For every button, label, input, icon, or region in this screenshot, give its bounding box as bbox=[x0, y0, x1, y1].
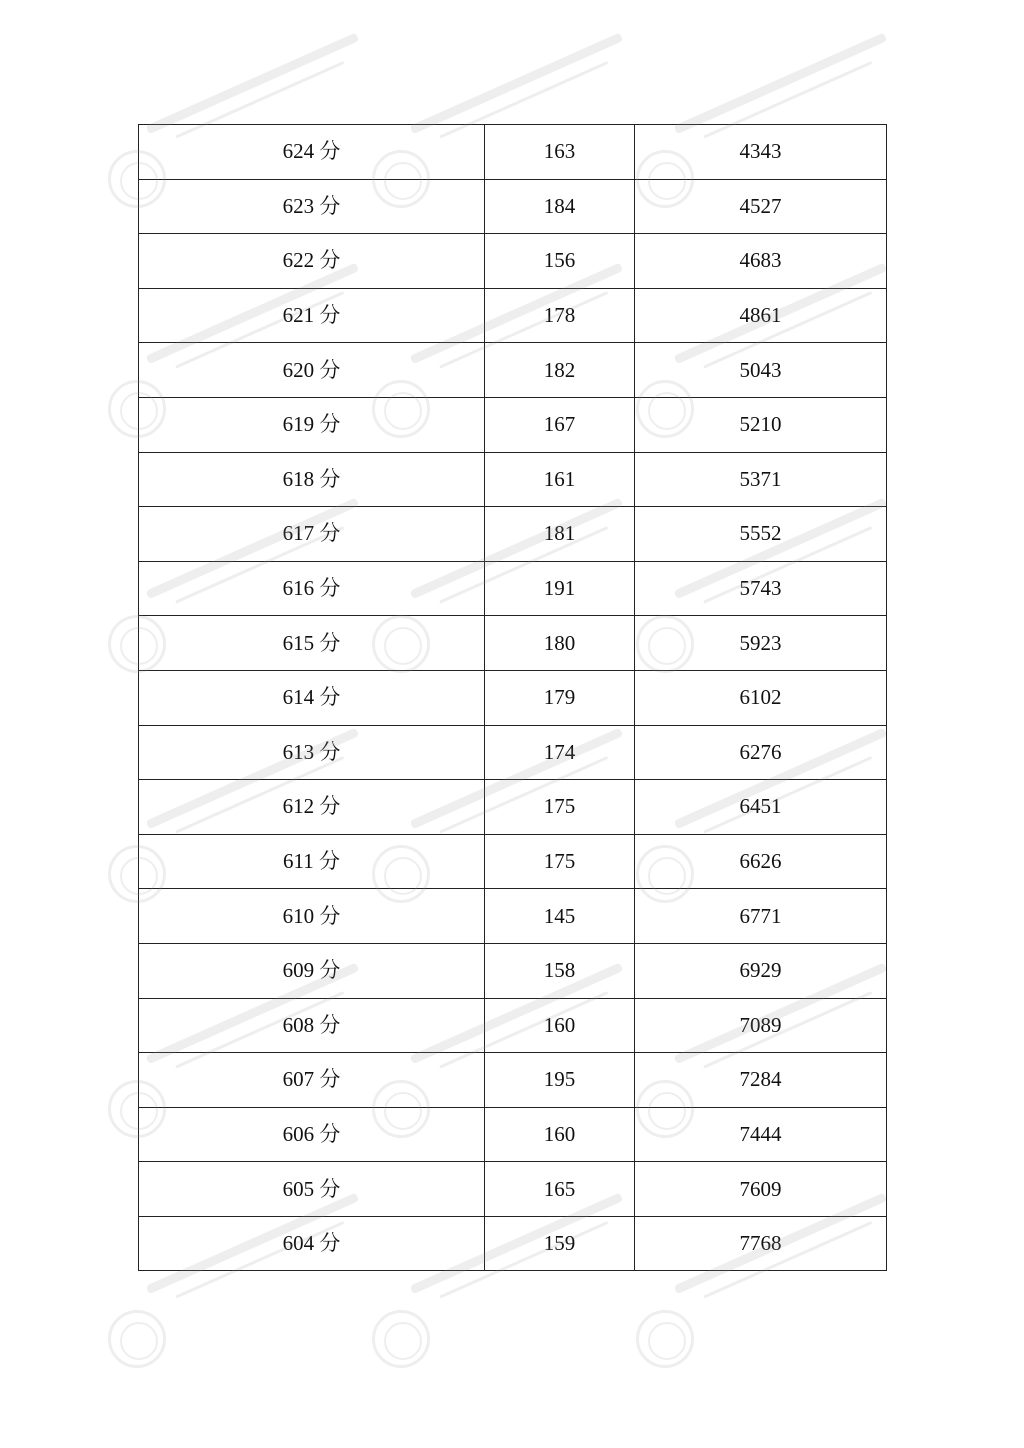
count-cell: 179 bbox=[485, 670, 635, 725]
table-row bbox=[139, 125, 887, 180]
cumulative-cell: 6929 bbox=[635, 943, 887, 998]
score-cell: 606 分 bbox=[139, 1107, 485, 1162]
table-row bbox=[139, 1216, 887, 1271]
score-cell: 620 分 bbox=[139, 343, 485, 398]
table-body bbox=[139, 125, 887, 1271]
cumulative-cell: 7444 bbox=[635, 1107, 887, 1162]
table-row bbox=[139, 616, 887, 671]
cumulative-cell: 5743 bbox=[635, 561, 887, 616]
count-cell: 160 bbox=[485, 1107, 635, 1162]
score-cell: 613 分 bbox=[139, 725, 485, 780]
cumulative-cell: 4343 bbox=[635, 125, 887, 180]
table-row bbox=[139, 834, 887, 889]
cumulative-cell: 6276 bbox=[635, 725, 887, 780]
score-cell: 617 分 bbox=[139, 507, 485, 562]
table-row bbox=[139, 288, 887, 343]
count-cell: 175 bbox=[485, 780, 635, 835]
count-cell: 184 bbox=[485, 179, 635, 234]
count-cell: 163 bbox=[485, 125, 635, 180]
watermark-logo bbox=[636, 1280, 936, 1370]
table-row bbox=[139, 234, 887, 289]
seal-icon bbox=[636, 1310, 694, 1368]
count-cell: 167 bbox=[485, 397, 635, 452]
cumulative-cell: 7089 bbox=[635, 998, 887, 1053]
cumulative-cell: 7768 bbox=[635, 1216, 887, 1271]
cumulative-cell: 6771 bbox=[635, 889, 887, 944]
cumulative-cell: 4683 bbox=[635, 234, 887, 289]
cumulative-cell: 5923 bbox=[635, 616, 887, 671]
watermark-logo bbox=[108, 1280, 408, 1370]
count-cell: 174 bbox=[485, 725, 635, 780]
table-row bbox=[139, 670, 887, 725]
table-row bbox=[139, 179, 887, 234]
count-cell: 158 bbox=[485, 943, 635, 998]
table-row bbox=[139, 452, 887, 507]
score-cell: 619 分 bbox=[139, 397, 485, 452]
score-cell: 608 分 bbox=[139, 998, 485, 1053]
count-cell: 145 bbox=[485, 889, 635, 944]
table-row bbox=[139, 343, 887, 398]
count-cell: 156 bbox=[485, 234, 635, 289]
cumulative-cell: 6102 bbox=[635, 670, 887, 725]
cumulative-cell: 4861 bbox=[635, 288, 887, 343]
count-cell: 181 bbox=[485, 507, 635, 562]
score-distribution-table bbox=[138, 124, 887, 1271]
score-cell: 615 分 bbox=[139, 616, 485, 671]
count-cell: 178 bbox=[485, 288, 635, 343]
count-cell: 161 bbox=[485, 452, 635, 507]
table-row bbox=[139, 397, 887, 452]
cumulative-cell: 5043 bbox=[635, 343, 887, 398]
seal-icon bbox=[372, 1310, 430, 1368]
score-cell: 609 分 bbox=[139, 943, 485, 998]
table-row bbox=[139, 998, 887, 1053]
count-cell: 195 bbox=[485, 1053, 635, 1108]
table-row bbox=[139, 507, 887, 562]
count-cell: 165 bbox=[485, 1162, 635, 1217]
score-cell: 622 分 bbox=[139, 234, 485, 289]
table-row bbox=[139, 725, 887, 780]
count-cell: 182 bbox=[485, 343, 635, 398]
score-cell: 607 分 bbox=[139, 1053, 485, 1108]
score-cell: 621 分 bbox=[139, 288, 485, 343]
score-cell: 605 分 bbox=[139, 1162, 485, 1217]
count-cell: 180 bbox=[485, 616, 635, 671]
score-distribution-table-wrapper bbox=[138, 124, 886, 1271]
cumulative-cell: 5552 bbox=[635, 507, 887, 562]
count-cell: 191 bbox=[485, 561, 635, 616]
score-cell: 604 分 bbox=[139, 1216, 485, 1271]
table-row bbox=[139, 1053, 887, 1108]
cumulative-cell: 7284 bbox=[635, 1053, 887, 1108]
score-cell: 618 分 bbox=[139, 452, 485, 507]
cumulative-cell: 4527 bbox=[635, 179, 887, 234]
table-row bbox=[139, 780, 887, 835]
table-row bbox=[139, 943, 887, 998]
count-cell: 159 bbox=[485, 1216, 635, 1271]
watermark-logo bbox=[372, 1280, 672, 1370]
score-cell: 611 分 bbox=[139, 834, 485, 889]
cumulative-cell: 5371 bbox=[635, 452, 887, 507]
table-row bbox=[139, 1162, 887, 1217]
cumulative-cell: 5210 bbox=[635, 397, 887, 452]
cumulative-cell: 7609 bbox=[635, 1162, 887, 1217]
count-cell: 160 bbox=[485, 998, 635, 1053]
seal-icon bbox=[108, 1310, 166, 1368]
score-cell: 616 分 bbox=[139, 561, 485, 616]
count-cell: 175 bbox=[485, 834, 635, 889]
score-cell: 614 分 bbox=[139, 670, 485, 725]
table-row bbox=[139, 889, 887, 944]
cumulative-cell: 6451 bbox=[635, 780, 887, 835]
table-row bbox=[139, 561, 887, 616]
score-cell: 623 分 bbox=[139, 179, 485, 234]
cumulative-cell: 6626 bbox=[635, 834, 887, 889]
score-cell: 624 分 bbox=[139, 125, 485, 180]
score-cell: 612 分 bbox=[139, 780, 485, 835]
score-cell: 610 分 bbox=[139, 889, 485, 944]
table-row bbox=[139, 1107, 887, 1162]
